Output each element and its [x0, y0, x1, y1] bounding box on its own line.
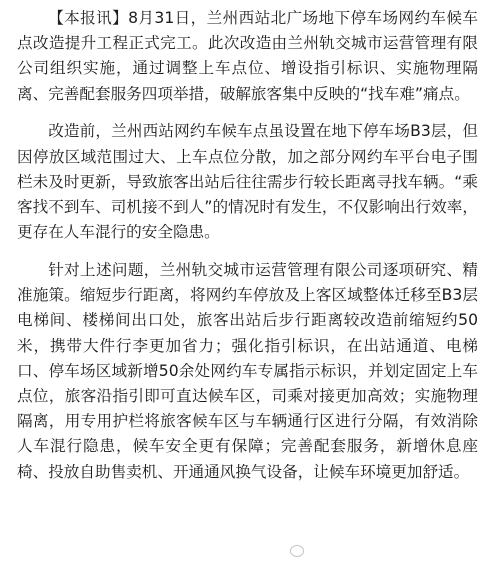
article-paragraph-background: 改造前，兰州西站网约车候车点虽设置在地下停车场B3层，但因停放区域范围过大、上车点位分散，加之部分网约车平台电子围栏未及时更新，导致旅客出站后往往需步行较长距离寻找车辆。“乘客找不到车、司机接不到人”的情况时有发生，不仅影响出行效率，更存在人车混行的安全隐患。: [17, 122, 478, 242]
article-paragraph-measures: 针对上述问题，兰州轨交城市运营管理有限公司逐项研究、精准施策。缩短步行距离，将网约车停放及上客区域整体迁移至B3层电梯间、楼梯间出口处，旅客出站后步行距离较改造前缩短约50米，携带大件行李更加省力；强化指引标识，在出站通道、电梯口、停车场区域新增50余处网约车专属指示标识，并划定固定上车点位，旅客沿指引即可直达候车区，司乘对接更加高效；实施物理隔离，用专用护栏将旅客候车区与车辆通行区进行分隔，有效消除人车混行隐患，候车安全更有保障；完善配套服务，新增休息座椅、投放自助售卖机、开通通风换气设备，让候车环境更加舒适。: [17, 261, 478, 481]
article-paragraph-intro: 【本报讯】8月31日，兰州西站北广场地下停车场网约车候车点改造提升工程正式完工。此次改造由兰州轨交城市运营管理有限公司组织实施，通过调整上车点位、增设指引标识、实施物理隔离、完善配套服务四项举措，破解旅客集中反映的“找车难”痛点。: [17, 9, 478, 103]
watermark: [290, 544, 307, 558]
weibo-watermark-icon: [290, 545, 304, 557]
